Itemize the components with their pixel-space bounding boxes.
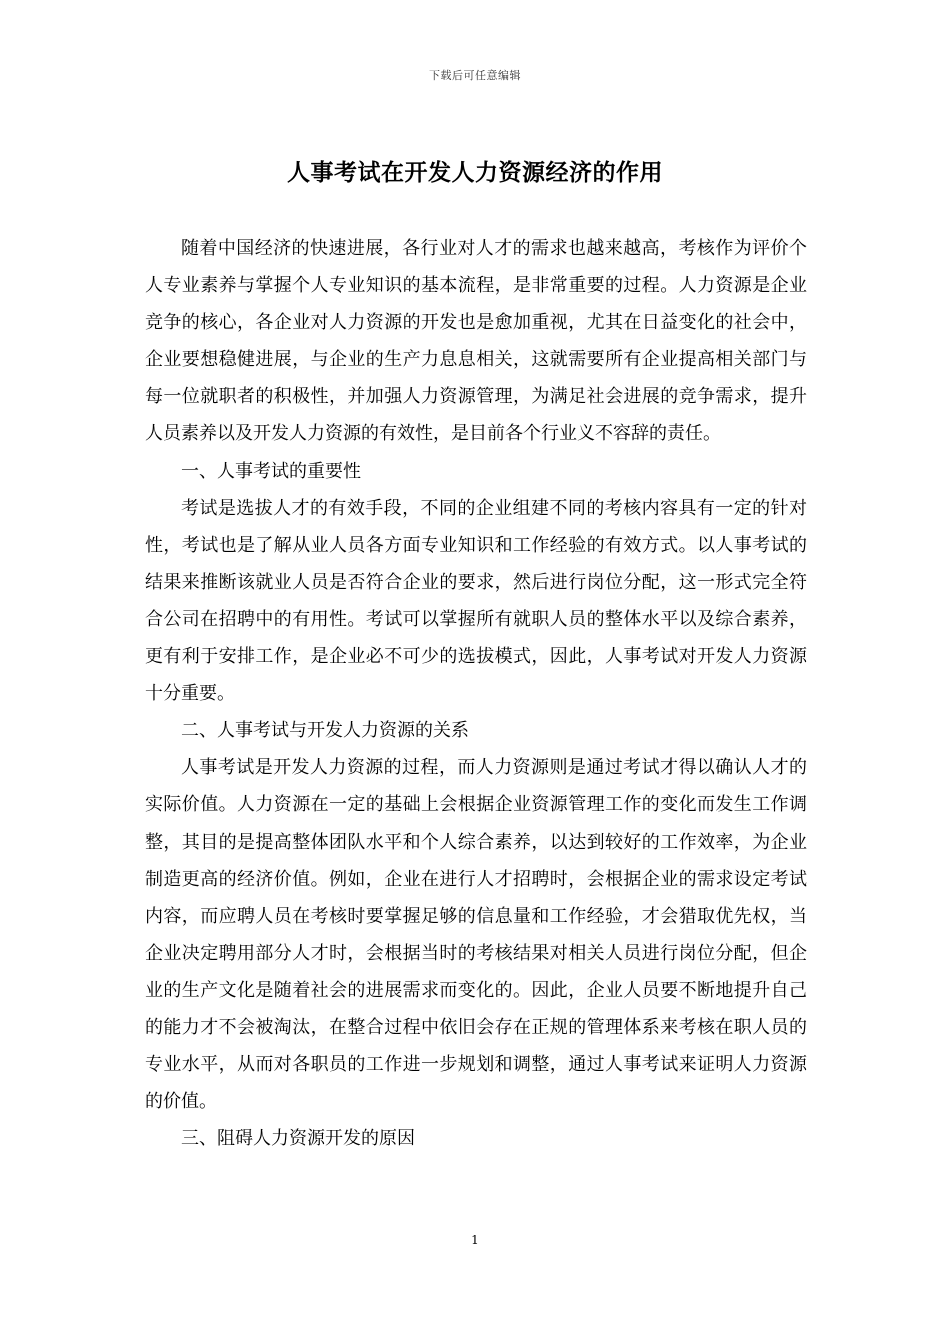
- section-heading-2: 二、人事考试与开发人力资源的关系: [181, 720, 469, 742]
- document-body: [145, 230, 807, 1157]
- header-note: 下载后可任意编辑: [429, 69, 521, 82]
- paragraph-intro: 随着中国经济的快速进展，各行业对人才的需求也越来越高，考核作为评价个人专业素养与掌握个人专业知识的基本流程，是非常重要的过程。人力资源是企业竞争的核心，各企业对人力资源的开发也是愈加重视，尤其在日益变化的社会中，企业要想稳健进展，与企业的生产力息息相关，这就需要所有企业提高相关部门与每一位就职者的积极性，并加强人力资源管理，为满足社会进展的竞争需求，提升人员素养以及开发人力资源的有效性，是目前各个行业义不容辞的责任。: [145, 238, 807, 445]
- page-number: 1: [471, 1233, 479, 1247]
- section-heading-3: 三、阻碍人力资源开发的原因: [181, 1128, 415, 1150]
- document-title: 人事考试在开发人力资源经济的作用: [287, 159, 663, 186]
- paragraph-section-2: 人事考试是开发人力资源的过程，而人力资源则是通过考试才得以确认人才的实际价值。人力资源在一定的基础上会根据企业资源管理工作的变化而发生工作调整，其目的是提高整体团队水平和个人综合素养，以达到较好的工作效率，为企业制造更高的经济价值。例如，企业在进行人才招聘时，会根据企业的需求设定考试内容，而应聘人员在考核时要掌握足够的信息量和工作经验，才会猎取优先权，当企业决定聘用部分人才时，会根据当时的考核结果对相关人员进行岗位分配，但企业的生产文化是随着社会的进展需求而变化的。因此，企业人员要不断地提升自己的能力才不会被淘汰，在整合过程中依旧会存在正规的管理体系来考核在职人员的专业水平，从而对各职员的工作进一步规划和调整，通过人事考试来证明人力资源的价值。: [145, 757, 807, 1113]
- section-heading-1: 一、人事考试的重要性: [181, 460, 361, 482]
- paragraph-section-1: 考试是选拔人才的有效手段，不同的企业组建不同的考核内容具有一定的针对性，考试也是了解从业人员各方面专业知识和工作经验的有效方式。以人事考试的结果来推断该就业人员是否符合企业的要求，然后进行岗位分配，这一形式完全符合公司在招聘中的有用性。考试可以掌握所有就职人员的整体水平以及综合素养，更有利于安排工作，是企业必不可少的选拔模式，因此，人事考试对开发人力资源十分重要。: [145, 497, 807, 705]
